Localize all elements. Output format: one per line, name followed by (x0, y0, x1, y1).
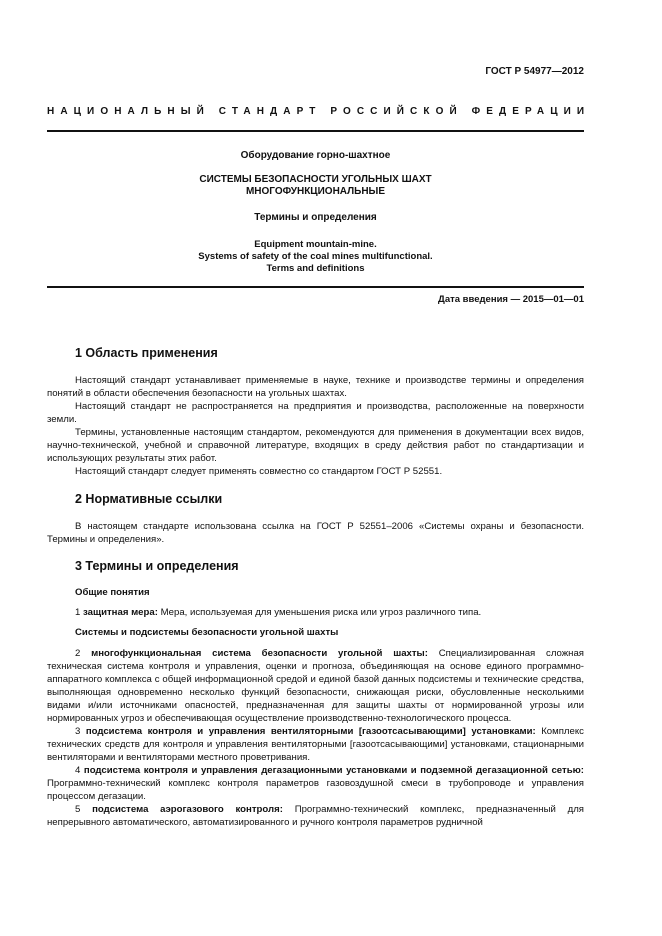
paragraph: Термины, установленные настоящим стандартом, рекомендуются для применения в документации всех видов, научно-технической, учебной и справочной литературе, входящих в среду действия работ по стандартизации и использующих результаты этих работ. (47, 427, 584, 464)
term-4 (47, 764, 584, 803)
section-2-body (47, 520, 584, 546)
term-number: 3 (75, 726, 81, 737)
term-name: защитная мера: (83, 607, 158, 618)
introduction-date: Дата введения — 2015—01—01 (438, 294, 584, 305)
term-1 (47, 606, 584, 619)
term-number: 1 (75, 607, 81, 618)
term-definition: Специализированная сложная техническая система контроля и управления, оценки и прогноза, объединяющая на основе единого программно-аппаратного комплекса с общей информационной средой и единой базой данных подсистемы и технические средства, выполняющая одновременно несколько функций безопасности, снижающая риски, обусловленные несколькими видами и/или источниками опасностей, предназначенная для защиты шахты от нормированной угрозы или нормированных угроз и обеспечивающая осуществление производственно-технологического процесса. (47, 648, 584, 724)
term-name: подсистема контроля и управления вентиляторными [газоотсасывающими] установками: (85, 726, 536, 737)
term-number: 4 (75, 765, 81, 776)
national-standard-heading: НАЦИОНАЛЬНЫЙ СТАНДАРТ РОССИЙСКОЙ ФЕДЕРАЦИИ (47, 106, 591, 117)
term-name: подсистема контроля и управления дегазационными установками и подземной дегазационной сетью: (83, 765, 584, 776)
paragraph: В настоящем стандарте использована ссылка на ГОСТ Р 52551–2006 «Системы охраны и безопасности. Термины и определения». (47, 521, 584, 545)
subsection-heading: Системы и подсистемы безопасности угольной шахты (75, 627, 339, 638)
term-2 (47, 647, 584, 725)
term-definition: Программно-технический комплекс контроля параметров газовоздушной смеси в трубопроводе и управления процессом дегазации. (47, 778, 584, 802)
term-definition: Мера, используемая для уменьшения риска или угроз различного типа. (160, 607, 482, 618)
gost-code: ГОСТ Р 54977—2012 (485, 66, 584, 77)
main-title-line2: МНОГОФУНКЦИОНАЛЬНЫЕ (245, 186, 386, 197)
header-rule (47, 130, 584, 132)
term-number: 2 (75, 648, 81, 659)
term-5 (47, 803, 584, 829)
paragraph: Настоящий стандарт следует применять совместно со стандартом ГОСТ Р 52551. (75, 466, 443, 477)
paragraph: Настоящий стандарт не распространяется на предприятия и производства, расположенные на поверхности земли. (47, 401, 584, 425)
section-1-heading: 1 Область применения (75, 346, 218, 360)
category-title: Оборудование горно-шахтное (240, 150, 391, 161)
term-number: 5 (75, 804, 81, 815)
term-name: подсистема аэрогазового контроля: (92, 804, 283, 815)
subtitle: Термины и определения (254, 212, 377, 223)
term-definition: Программно-технический комплекс, предназначенный для непрерывного автоматического, автоматизированного и ручного контроля параметров рудничной (47, 804, 584, 828)
english-title-line1: Equipment mountain-mine. (254, 239, 377, 250)
section-1-body (47, 374, 584, 478)
english-title-line2: Systems of safety of the coal mines multifunctional. (198, 251, 433, 262)
terms-list (47, 647, 584, 829)
section-2-heading: 2 Нормативные ссылки (75, 492, 223, 506)
term-name: многофункциональная система безопасности угольной шахты: (91, 648, 428, 659)
term-3 (47, 725, 584, 764)
main-title-line1: СИСТЕМЫ БЕЗОПАСНОСТИ УГОЛЬНЫХ ШАХТ (199, 174, 432, 185)
title-rule (47, 286, 584, 288)
term-definition: Комплекс технических средств для контроля и управления вентиляторными [газоотсасывающими] установками, стационарными вентиляторами и вентиляторами местного проветривания. (47, 726, 584, 763)
section-3-heading: 3 Термины и определения (75, 559, 239, 573)
subsection-heading: Общие понятия (75, 587, 150, 598)
paragraph: Настоящий стандарт устанавливает применяемые в науке, технике и производстве термины и определения понятий в области обеспечения безопасности на угольных шахтах. (47, 375, 584, 399)
english-title-line3: Terms and definitions (266, 263, 365, 274)
